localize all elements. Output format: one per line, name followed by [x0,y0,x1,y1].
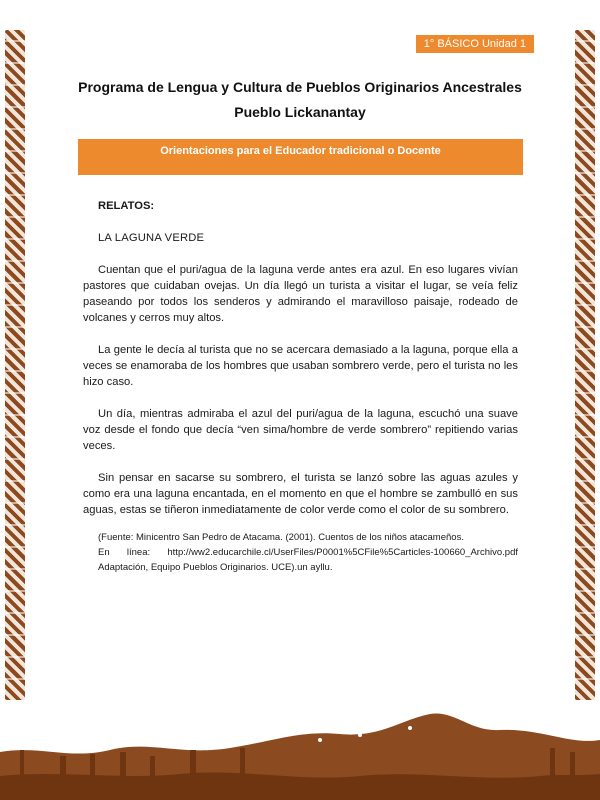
section-banner: Orientaciones para el Educador tradicional o Docente [78,139,523,175]
paragraph: Cuentan que el puri/agua de la laguna verde antes era azul. En eso lugares vivían pastores que cuidaban ovejas. Un día llegó un turista a visitar el lugar, se veía feliz paseando por todos los senderos y admirando el maravilloso paisaje, rodeado de volcanes y cerros muy altos. [83,264,518,324]
page-title: Programa de Lengua y Cultura de Pueblos Originarios Ancestrales [78,79,522,95]
page-subtitle: Pueblo Lickanantay [234,104,366,120]
paragraph: Un día, mientras admiraba el azul del puri/agua de la laguna, escuchó una suave voz desde el fondo que decía “ven sima/hombre de verde sombrero” repitiendo varias veces. [83,408,518,452]
decorative-border-left [5,30,25,700]
grade-unit-badge: 1° BÁSICO Unidad 1 [416,35,534,53]
paragraph: La gente le decía al turista que no se acercara demasiado a la laguna, porque ella a veces se enamoraba de los hombres que usaban sombrero verde, pero el turista no les hizo caso. [83,344,518,388]
story-title: LA LAGUNA VERDE [98,232,205,244]
decorative-border-right [575,30,595,700]
landscape-silhouette-footer [0,690,600,800]
source-line-1: (Fuente: Minicentro San Pedro de Atacama. (2001). Cuentos de los niños atacameños. [98,532,464,543]
section-heading: RELATOS: [98,200,155,212]
source-line-2: En línea: http://ww2.educarchile.cl/UserFiles/P0001%5CFile%5Carticles-100660_Archivo.pdf Adaptación, Equipo Pueblos Originarios. UCE).un ayllu. [98,547,518,573]
source-citation [83,530,518,575]
paragraph: Sin pensar en sacarse su sombrero, el turista se lanzó sobre las aguas azules y como era una laguna encantada, en el momento en que el hombre se zambulló en sus aguas, estas se tiñeron inmediatamente de color verde como el color de su sombrero. [83,472,518,516]
document-body [83,198,518,591]
